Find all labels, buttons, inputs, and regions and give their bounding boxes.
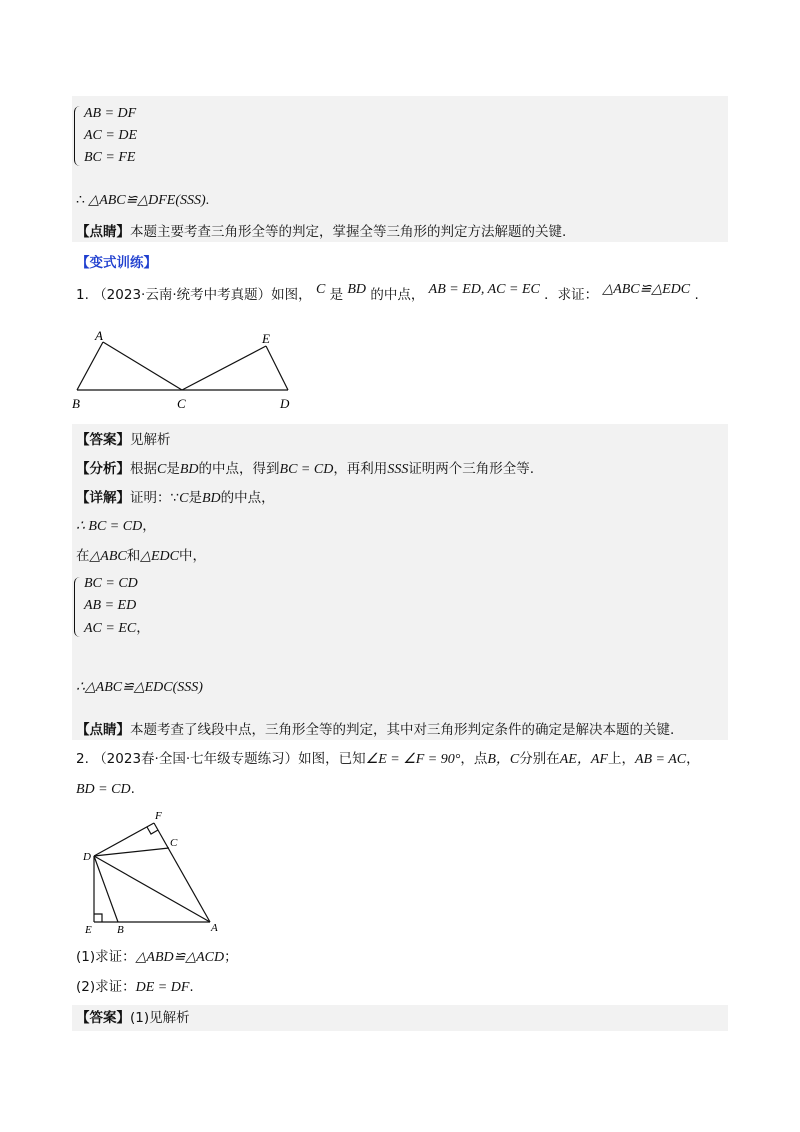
- answer-line: 【答案】见解析: [76, 432, 171, 448]
- point-label-d: D: [83, 851, 91, 863]
- conclusion-line: ∴ △ABC≌△DFE(SSS).: [76, 193, 210, 208]
- comment-tag: 【点睛】: [76, 224, 130, 240]
- comment-text: 本题主要考查三角形全等的判定，掌握全等三角形的判定方法解题的关键.: [130, 224, 567, 240]
- in-triangles-line: 在△ABC和△EDC中，: [76, 548, 206, 564]
- section-heading: 【变式训练】: [76, 255, 157, 271]
- point-label-e: E: [262, 331, 270, 346]
- equation-line: AB = DF: [84, 106, 137, 121]
- question-2-cont: BD = CD.: [76, 781, 135, 797]
- point-label-e: E: [85, 924, 92, 936]
- part-1-line: (1)求证：△ABD≌△ACD；: [76, 949, 238, 965]
- equation-system: [84, 573, 150, 640]
- point-label-f: F: [155, 810, 162, 822]
- point-label-b: B: [72, 396, 80, 411]
- conclusion-line: ∴△ABC≌△EDC(SSS): [76, 680, 203, 695]
- equation-system-brace: [74, 577, 81, 637]
- point-label-c: C: [170, 837, 178, 849]
- therefore-line: ∴ BC = CD，: [76, 518, 156, 534]
- equation-line: BC = CD: [84, 576, 138, 591]
- comment-line: 【点睛】本题考查了线段中点，三角形全等的判定，其中对三角形判定条件的确定是解决本题的关键.: [76, 722, 675, 738]
- equation-system: [84, 103, 137, 169]
- equation-line: AC = DE: [84, 128, 137, 143]
- solution-block-1: [72, 96, 728, 242]
- detail-line: 【详解】证明：∵C是BD的中点，: [76, 490, 275, 506]
- analysis-line: 【分析】根据C是BD的中点，得到BC = CD，再利用SSS证明两个三角形全等.: [76, 461, 535, 477]
- question-1: 1. （2023·云南·统考中考真题）如图， C 是 BD 的中点， AB = ED, AC = EC ．求证： △ABC≌△EDC .: [76, 282, 699, 303]
- figure-quadrilateral-2: [72, 806, 242, 936]
- question-2: 2. （2023春·全国·七年级专题练习）如图，已知∠E = ∠F = 90°，点B，C分别在AE，AF上，AB = AC，: [76, 751, 700, 767]
- equation-system-brace: [74, 106, 81, 166]
- equation-line: AB = ED: [84, 598, 137, 613]
- figure-triangles-1: [66, 326, 306, 412]
- point-label-c: C: [177, 396, 186, 411]
- point-label-b: B: [117, 924, 124, 936]
- point-label-a: A: [95, 328, 103, 343]
- equation-line: AC = EC，: [84, 620, 150, 636]
- point-label-a: A: [211, 922, 218, 934]
- part-2-line: (2)求证：DE = DF.: [76, 979, 194, 995]
- point-label-d: D: [280, 396, 290, 411]
- equation-line: BC = FE: [84, 150, 136, 165]
- comment-line: [76, 222, 566, 242]
- answer-line: 【答案】(1)见解析: [76, 1010, 190, 1026]
- conclusion-expr: △ABC≌△DFE(SSS): [88, 193, 206, 208]
